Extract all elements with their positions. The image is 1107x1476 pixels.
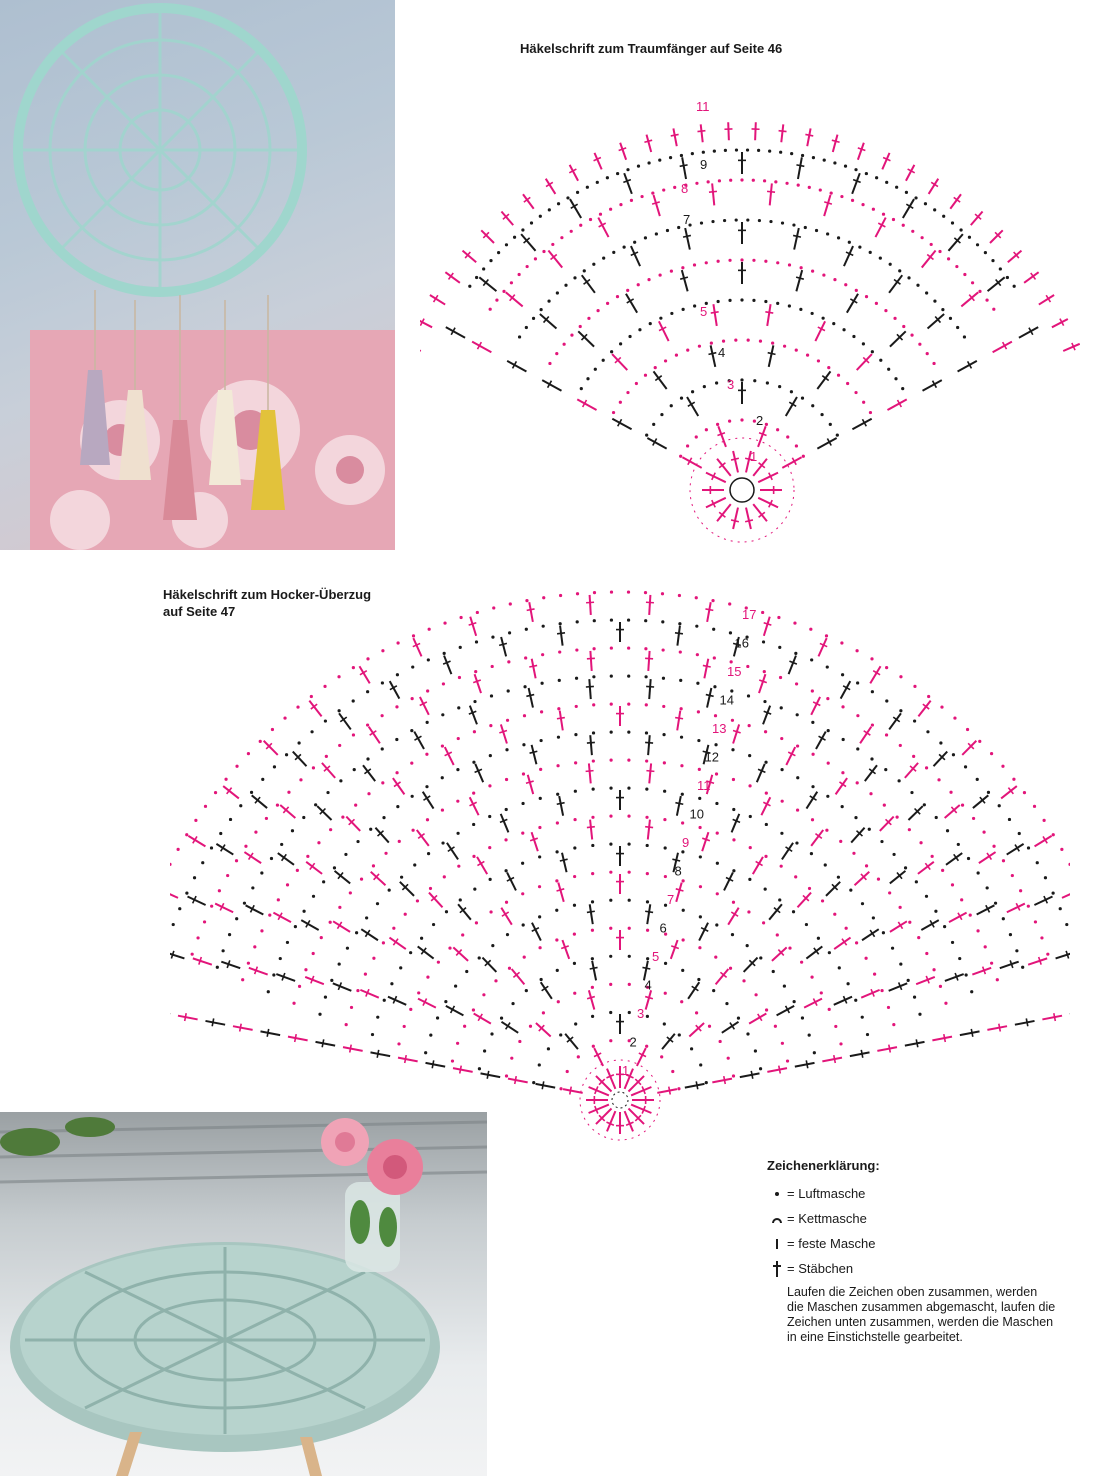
chart2-round-number: 13 bbox=[712, 721, 727, 736]
dot-icon bbox=[767, 1190, 787, 1198]
chart1-round-number: 1 bbox=[750, 449, 758, 464]
chart1-round-number: 2 bbox=[756, 413, 764, 428]
chart2-round-number: 12 bbox=[704, 749, 719, 765]
legend-item-slip-stitch bbox=[767, 1206, 1067, 1231]
chart1-round-number: 5 bbox=[700, 304, 708, 319]
chart2-round-number: 16 bbox=[734, 635, 749, 651]
center-ring bbox=[730, 478, 754, 502]
bar-icon bbox=[767, 1238, 787, 1250]
legend-label: = Luftmasche bbox=[787, 1186, 866, 1201]
chart2-round-number: 8 bbox=[674, 863, 682, 879]
stool-chart-title-line2: auf Seite 47 bbox=[163, 604, 236, 619]
chart2-round-number: 11 bbox=[697, 778, 711, 793]
dreamcatcher-chart-title: Häkelschrift zum Traumfänger auf Seite 46 bbox=[520, 41, 783, 56]
symbol-legend bbox=[767, 1158, 1067, 1345]
chart2-round-number: 14 bbox=[719, 692, 734, 708]
stool-photo bbox=[0, 1112, 487, 1476]
chart2-stitches bbox=[170, 590, 1070, 1140]
legend-label: = Kettmasche bbox=[787, 1211, 867, 1226]
chart2-round-number: 17 bbox=[742, 607, 757, 622]
chart1-round-number: 7 bbox=[683, 212, 691, 227]
legend-item-chain bbox=[767, 1181, 1067, 1206]
legend-label: = feste Masche bbox=[787, 1236, 876, 1251]
legend-label: = Stäbchen bbox=[787, 1261, 854, 1276]
dreamcatcher-photo bbox=[0, 0, 395, 550]
legend-note: Laufen die Zeichen oben zusammen, werden die Maschen zusammen abgemascht, laufen die Zeichen unten zusammen, werden die Maschen in eine Einstichstelle gearbeitet. bbox=[787, 1285, 1056, 1344]
stool-crochet-chart bbox=[170, 555, 1070, 1185]
stool-chart-title-line1: Häkelschrift zum Hocker-Überzug bbox=[163, 587, 372, 602]
chart2-round-number: 9 bbox=[682, 835, 690, 850]
chart2-round-number: 6 bbox=[659, 920, 667, 936]
legend-heading: Zeichenerklärung: bbox=[767, 1158, 880, 1173]
chart1-round-number: 9 bbox=[700, 157, 708, 172]
chart1-stitches bbox=[420, 122, 1080, 542]
chart1-round-number: 8 bbox=[681, 181, 689, 196]
legend-item-single-crochet bbox=[767, 1231, 1067, 1256]
chart2-round-number: 5 bbox=[652, 949, 660, 964]
chart1-round-number: 11 bbox=[696, 99, 710, 114]
chart2-round-number: 2 bbox=[629, 1034, 637, 1050]
chart2-round-number: 4 bbox=[644, 977, 652, 993]
chart2-round-number: 10 bbox=[689, 806, 704, 822]
dreamcatcher-crochet-chart bbox=[420, 75, 1080, 550]
cross-icon bbox=[767, 1260, 787, 1278]
chart1-round-number: 4 bbox=[718, 345, 726, 360]
chart2-round-number: 1 bbox=[622, 1063, 630, 1078]
chart2-round-number: 3 bbox=[637, 1006, 645, 1021]
legend-item-double-crochet bbox=[767, 1256, 1067, 1281]
chart2-round-number: 7 bbox=[667, 892, 675, 907]
chart2-round-number: 15 bbox=[727, 664, 742, 679]
chart1-round-number: 3 bbox=[727, 377, 735, 392]
arc-icon bbox=[767, 1214, 787, 1224]
